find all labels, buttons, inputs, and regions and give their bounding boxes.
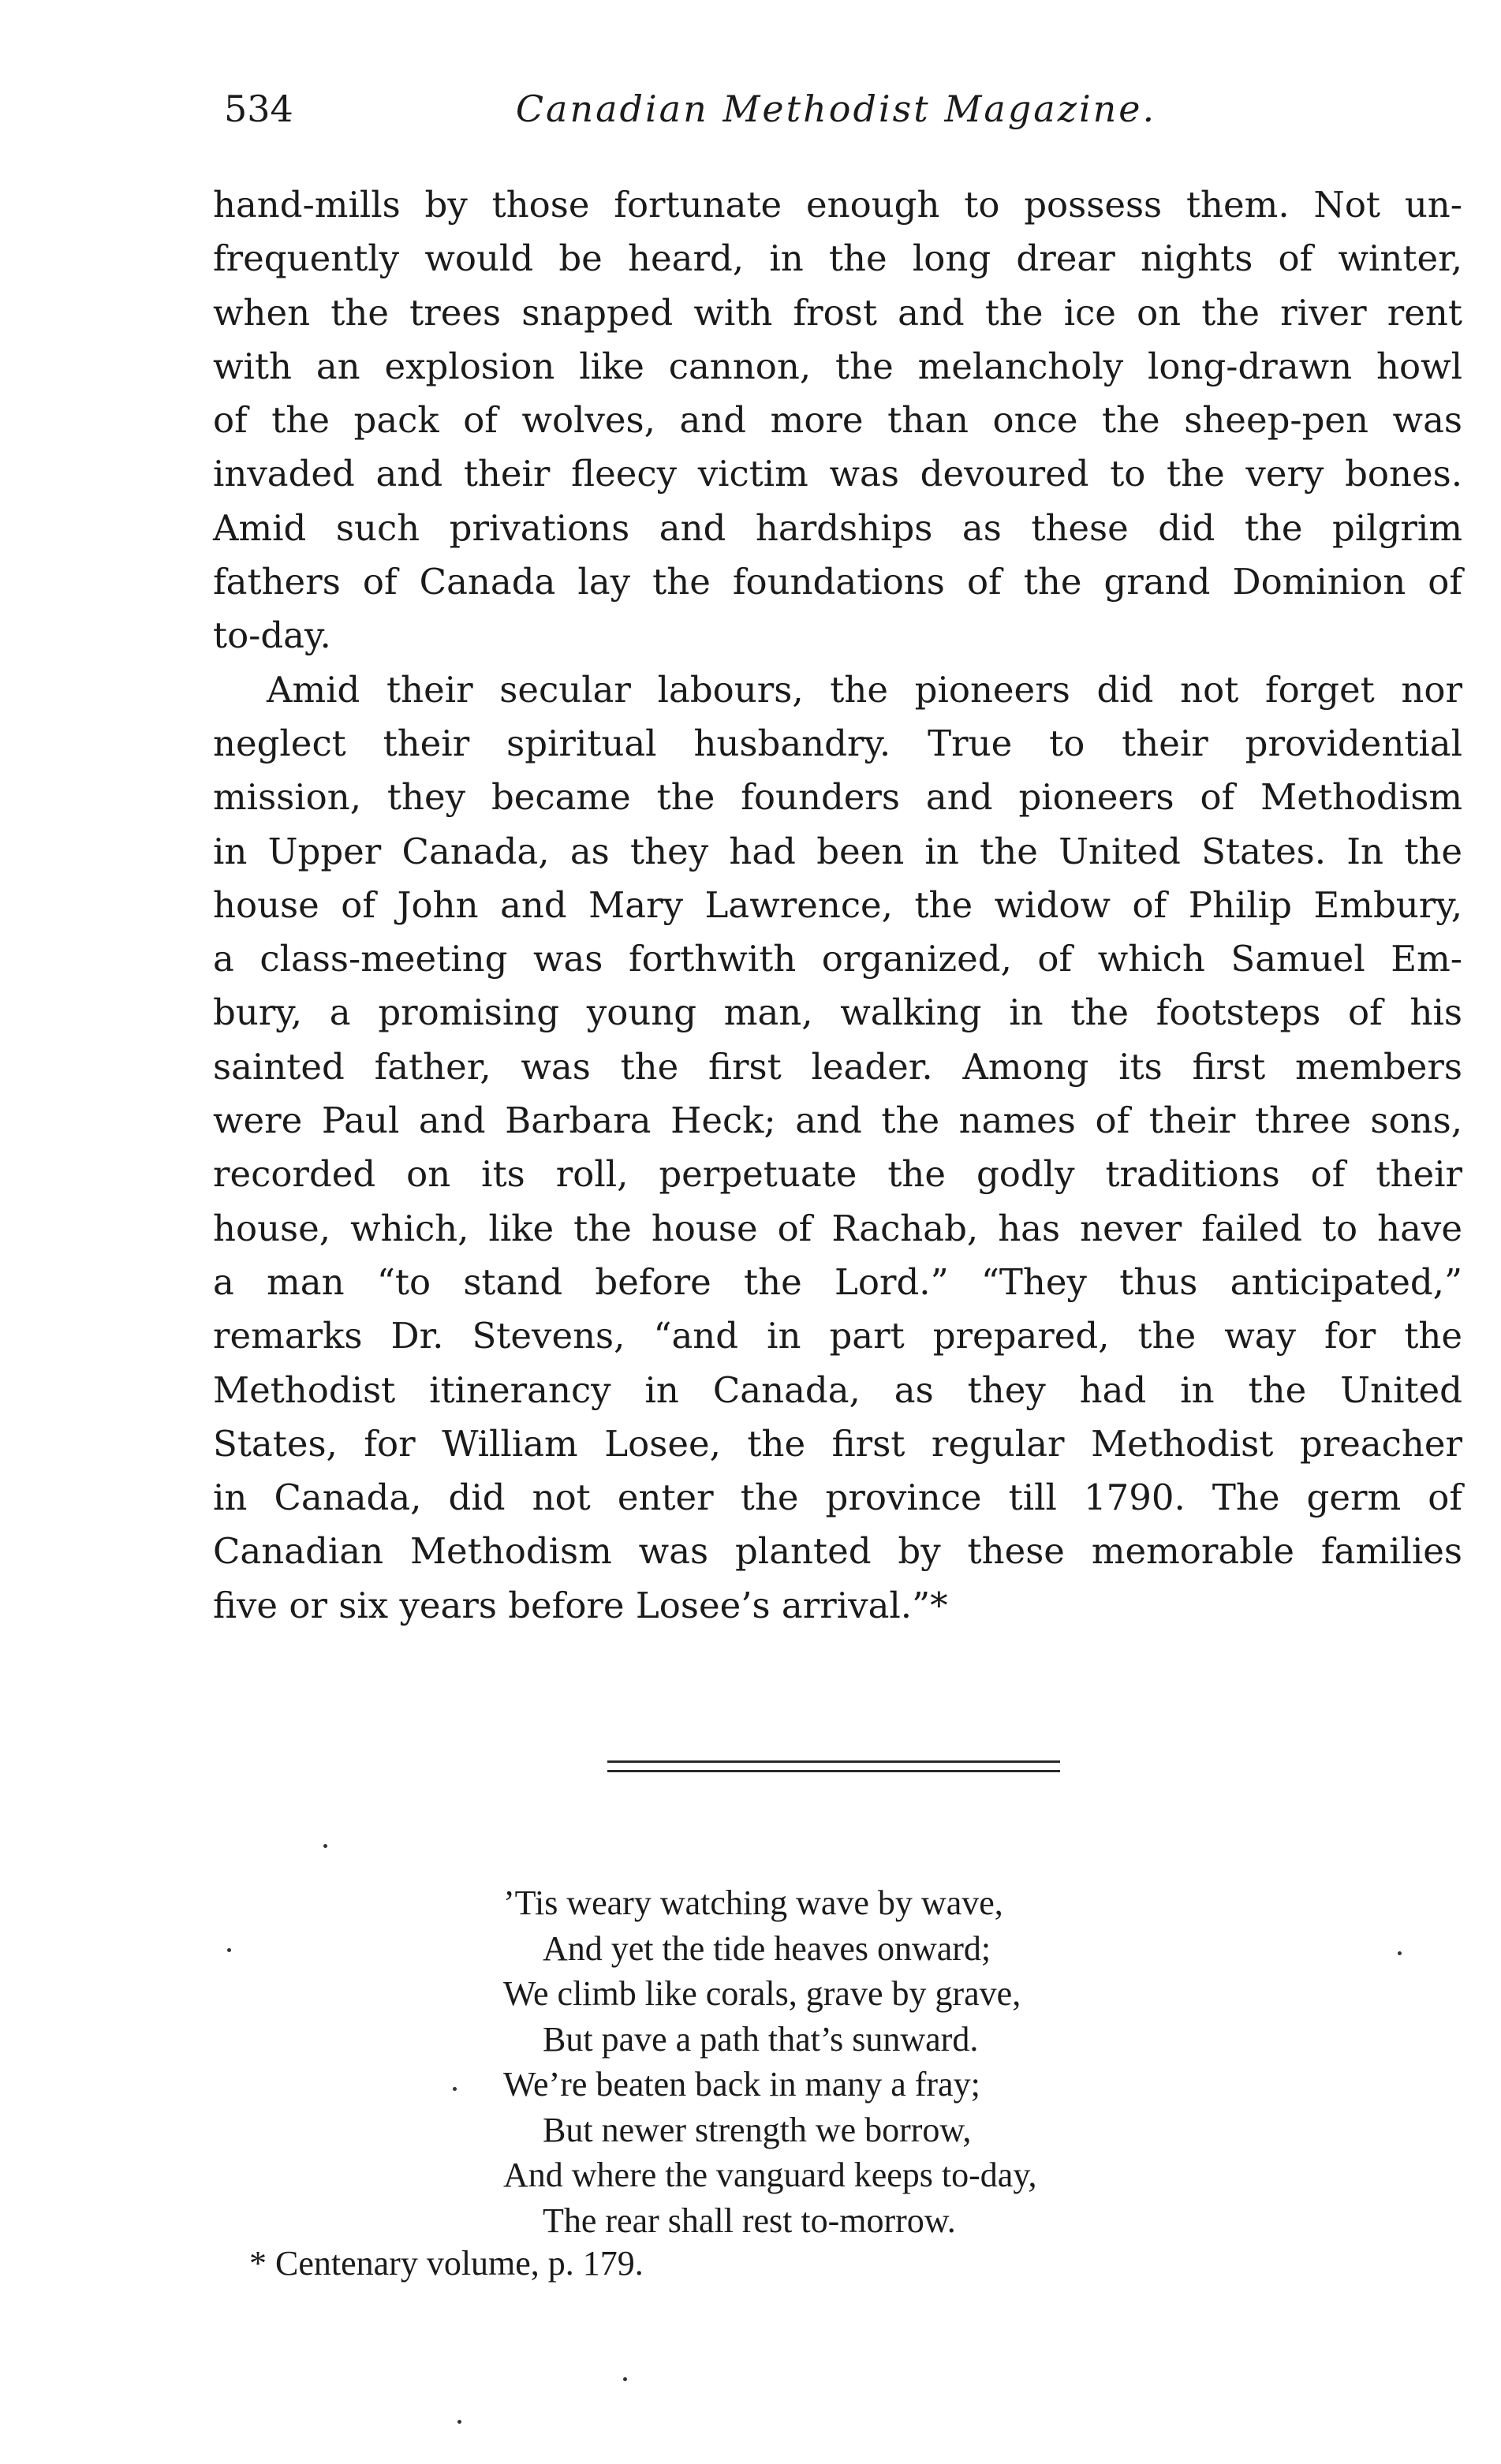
text-line: remarks Dr. Stevens, “and in part prepared, the way for the [213, 1315, 1462, 1357]
text-line: fathers of Canada lay the foundations of the grand Dominion of [213, 561, 1462, 603]
text-line: bury, a promising young man, walking in the footsteps of his [213, 991, 1462, 1034]
print-speck [457, 2420, 461, 2424]
text-line: States, for William Losee, the first regular Methodist preacher [213, 1422, 1462, 1465]
text-line: Amid such privations and hardships as these did the pilgrim [213, 506, 1462, 549]
poem-line: The rear shall rest to-morrow. [543, 2201, 956, 2240]
text-line: house, which, like the house of Rachab, has never failed to have [213, 1207, 1462, 1249]
poem-line: We’re beaten back in many a fray; [503, 2065, 980, 2104]
text-line: were Paul and Barbara Heck; and the names of their three sons, [213, 1099, 1462, 1142]
paragraph-1 [213, 178, 1462, 663]
poem-line: We climb like corals, grave by grave, [503, 1974, 1021, 2013]
text-line: a man “to stand before the Lord.” “They thus anticipated,” [213, 1260, 1462, 1303]
running-head [213, 77, 1459, 140]
poem-line: And where the vanguard keeps to-day, [503, 2156, 1037, 2194]
print-speck [227, 1948, 231, 1952]
footnote: * Centenary volume, p. 179. [249, 2244, 644, 2283]
poem [503, 1880, 1036, 2243]
text-line: to-day. [213, 614, 331, 657]
text-line: hand-mills by those fortunate enough to possess them. Not un- [213, 184, 1462, 226]
text-line: with an explosion like cannon, the melancholy long-drawn howl [213, 345, 1462, 387]
print-speck [623, 2377, 627, 2381]
print-speck [1398, 1951, 1402, 1955]
text-line: when the trees snapped with frost and the ice on the river rent [213, 291, 1462, 334]
section-divider-lower [607, 1770, 1060, 1772]
text-line: of the pack of wolves, and more than once the sheep-pen was [213, 399, 1462, 442]
poem-line: But pave a path that’s sunward. [543, 2019, 979, 2059]
poem-line: But newer strength we borrow, [543, 2110, 972, 2149]
print-speck [323, 1844, 327, 1848]
page-number: 534 [224, 88, 293, 130]
text-line: recorded on its roll, perpetuate the godly traditions of their [213, 1153, 1462, 1196]
text-line: mission, they became the founders and pioneers of Methodism [213, 776, 1462, 819]
text-line: house of John and Mary Lawrence, the widow of Philip Embury, [213, 883, 1462, 926]
text-line: in Upper Canada, as they had been in the United States. In the [213, 830, 1462, 872]
text-line: five or six years before Losee’s arrival.”* [213, 1584, 948, 1626]
section-divider-upper [607, 1760, 1060, 1763]
paragraph-2 [213, 663, 1462, 1633]
poem-line: ’Tis weary watching wave by wave, [503, 1883, 1003, 1922]
text-line: Amid their secular labours, the pioneers did not forget nor [267, 668, 1462, 711]
text-line: neglect their spiritual husbandry. True to their providential [213, 722, 1462, 764]
text-line: Methodist itinerancy in Canada, as they had in the United [213, 1368, 1462, 1411]
body-text [213, 178, 1462, 1633]
running-title: Canadian Methodist Magazine. [515, 88, 1157, 130]
text-line: invaded and their fleecy victim was devoured to the very bones. [213, 453, 1462, 495]
text-line: Canadian Methodism was planted by these memorable families [213, 1530, 1462, 1573]
text-line: a class-meeting was forthwith organized, of which Samuel Em- [213, 938, 1462, 980]
text-line: in Canada, did not enter the province till 1790. The germ of [213, 1477, 1462, 1519]
text-line: frequently would be heard, in the long drear nights of winter, [213, 237, 1462, 280]
poem-line: And yet the tide heaves onward; [543, 1928, 991, 1968]
text-line: sainted father, was the first leader. Among its first members [213, 1045, 1462, 1088]
print-speck [453, 2087, 457, 2091]
